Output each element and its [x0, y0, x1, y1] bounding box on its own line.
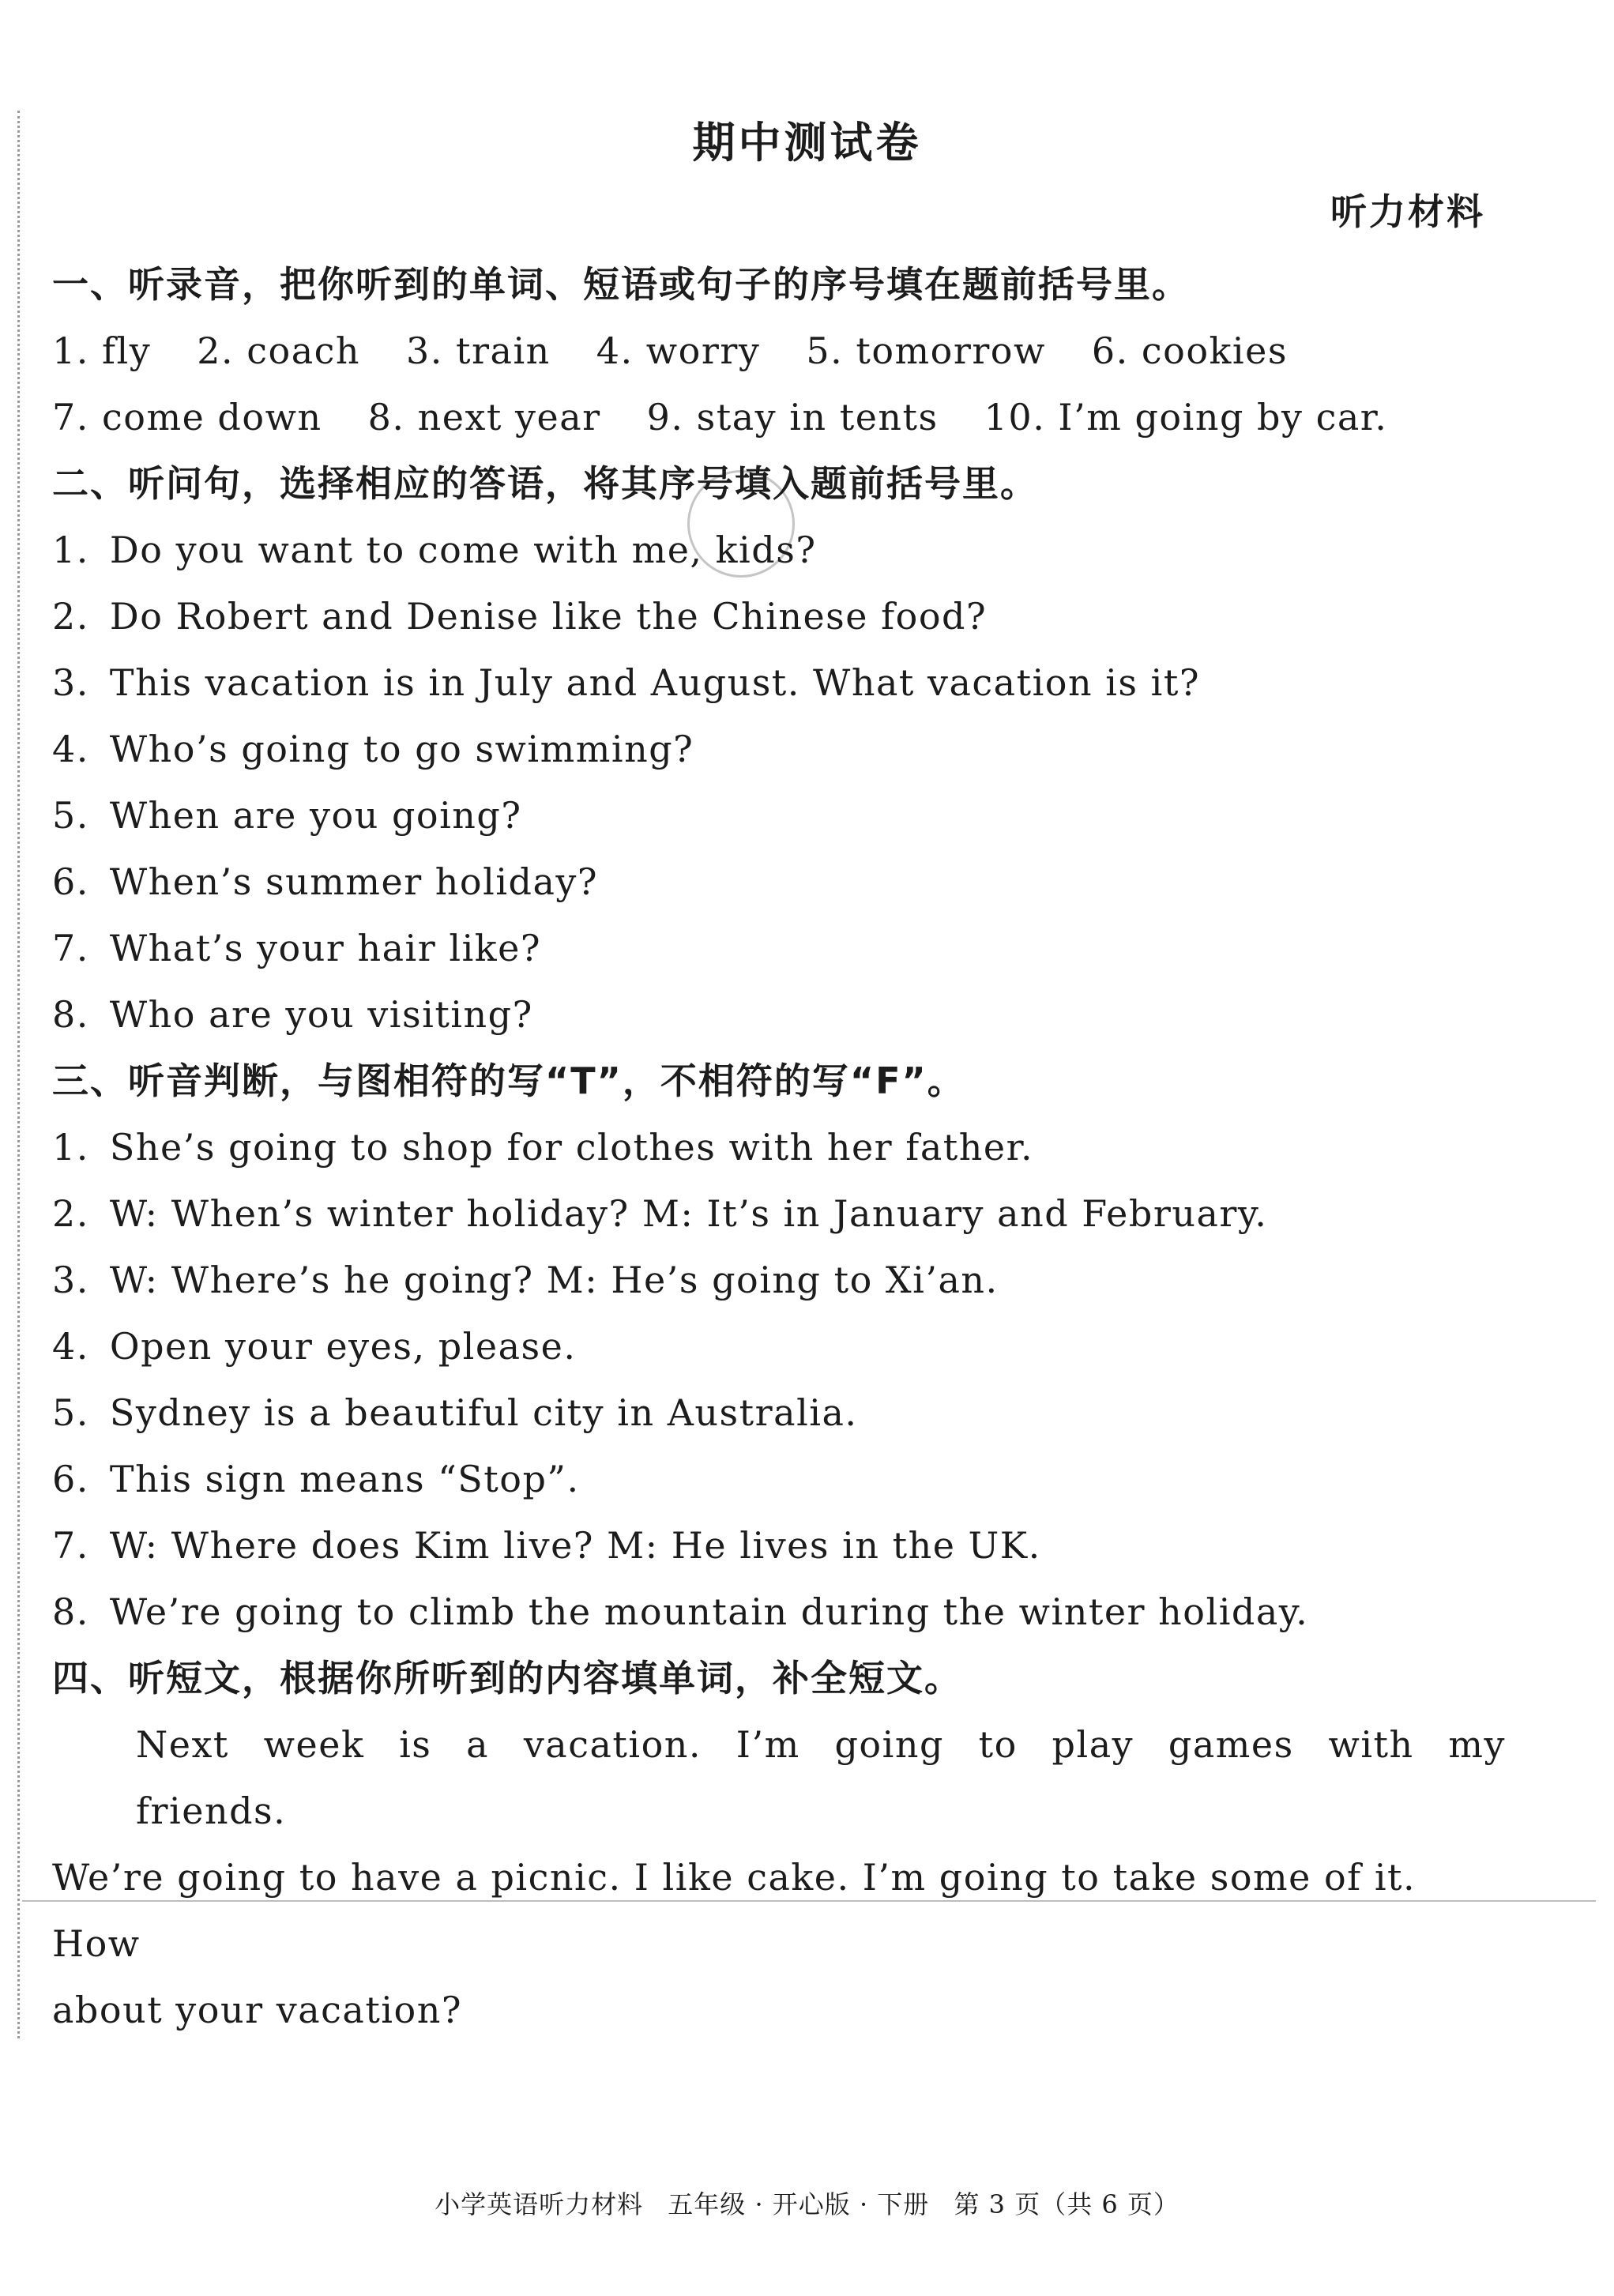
item-number: 8.	[52, 993, 89, 1036]
word-item: 2. coach	[197, 329, 361, 372]
statement-item	[52, 1180, 1506, 1247]
section-4-heading: 四、听短文，根据你所听到的内容填单词，补全短文。	[52, 1657, 962, 1699]
word-item: 7. come down	[52, 396, 322, 438]
item-text: W: Where does Kim live? M: He lives in the UK.	[109, 1524, 1041, 1567]
item-number: 3.	[52, 661, 89, 704]
item-text: W: When’s winter holiday? M: It’s in January and February.	[109, 1192, 1268, 1235]
word-item: 9. stay in tents	[646, 396, 939, 438]
item-text: We’re going to climb the mountain during the winter holiday.	[109, 1590, 1309, 1633]
binding-margin-line	[17, 111, 20, 2038]
word-item: 8. next year	[367, 396, 601, 438]
statement-item	[52, 1313, 1506, 1379]
item-text: W: Where’s he going? M: He’s going to Xi’an.	[109, 1259, 999, 1301]
footer-grade: 五年级 · 开心版 · 下册	[668, 2189, 930, 2219]
word-item: 1. fly	[52, 329, 152, 372]
item-text: Do Robert and Denise like the Chinese food?	[109, 595, 988, 638]
question-item	[52, 583, 1506, 649]
item-number: 4.	[52, 1325, 89, 1368]
item-number: 7.	[52, 927, 89, 969]
word-item: 4. worry	[596, 329, 761, 372]
item-number: 2.	[52, 1192, 89, 1235]
section-1-heading: 一、听录音，把你听到的单词、短语或句子的序号填在题前括号里。	[52, 263, 1190, 306]
page-subtitle: 听力材料	[1330, 190, 1485, 233]
content-divider	[22, 1900, 1596, 1902]
word-item: 5. tomorrow	[806, 329, 1046, 372]
page-footer	[0, 2185, 1614, 2221]
item-number: 5.	[52, 794, 89, 837]
page-title: 期中测试卷	[692, 118, 922, 167]
item-number: 2.	[52, 595, 89, 638]
word-row-1	[52, 318, 1506, 384]
question-item	[52, 649, 1506, 716]
item-text: Do you want to come with me, kids?	[109, 529, 817, 571]
item-text: She’s going to shop for clothes with her father.	[109, 1126, 1034, 1169]
item-number: 8.	[52, 1590, 89, 1633]
word-item: 10. I’m going by car.	[984, 396, 1388, 438]
item-text: Open your eyes, please.	[109, 1325, 577, 1368]
statement-item	[52, 1579, 1506, 1645]
item-number: 4.	[52, 728, 89, 770]
passage-line: Next week is a vacation. I’m going to play games with my friends.	[136, 1723, 1506, 1832]
item-number: 1.	[52, 529, 89, 571]
question-item	[52, 716, 1506, 782]
item-text: This sign means “Stop”.	[109, 1458, 580, 1500]
footer-book-title: 小学英语听力材料	[435, 2189, 644, 2219]
footer-page-number: 第 3 页（共 6 页）	[954, 2189, 1179, 2219]
item-text: Who are you visiting?	[109, 993, 533, 1036]
document-body	[52, 251, 1506, 2043]
item-number: 6.	[52, 860, 89, 903]
item-text: Who’s going to go swimming?	[109, 728, 694, 770]
question-item	[52, 981, 1506, 1048]
item-text: What’s your hair like?	[109, 927, 542, 969]
question-item	[52, 782, 1506, 849]
statement-item	[52, 1114, 1506, 1180]
question-item	[52, 915, 1506, 981]
passage-line: We’re going to have a picnic. I like cake. I’m going to take some of it. How	[52, 1856, 1416, 1965]
item-number: 5.	[52, 1391, 89, 1434]
item-text: When are you going?	[109, 794, 522, 837]
word-item: 6. cookies	[1091, 329, 1288, 372]
section-2-heading: 二、听问句，选择相应的答语，将其序号填入题前括号里。	[52, 462, 1038, 505]
item-number: 7.	[52, 1524, 89, 1567]
item-text: Sydney is a beautiful city in Australia.	[109, 1391, 858, 1434]
word-item: 3. train	[406, 329, 551, 372]
item-text: When’s summer holiday?	[109, 860, 599, 903]
section-3-heading: 三、听音判断，与图相符的写“T”，不相符的写“F”。	[52, 1060, 965, 1102]
statement-item	[52, 1446, 1506, 1512]
item-text: This vacation is in July and August. What vacation is it?	[109, 661, 1201, 704]
question-item	[52, 517, 1506, 583]
statement-item	[52, 1247, 1506, 1313]
question-item	[52, 849, 1506, 915]
item-number: 3.	[52, 1259, 89, 1301]
item-number: 6.	[52, 1458, 89, 1500]
item-number: 1.	[52, 1126, 89, 1169]
statement-item	[52, 1512, 1506, 1579]
word-row-2	[52, 384, 1506, 450]
passage	[52, 1711, 1506, 2043]
statement-item	[52, 1379, 1506, 1446]
passage-line: about your vacation?	[52, 1989, 462, 2031]
